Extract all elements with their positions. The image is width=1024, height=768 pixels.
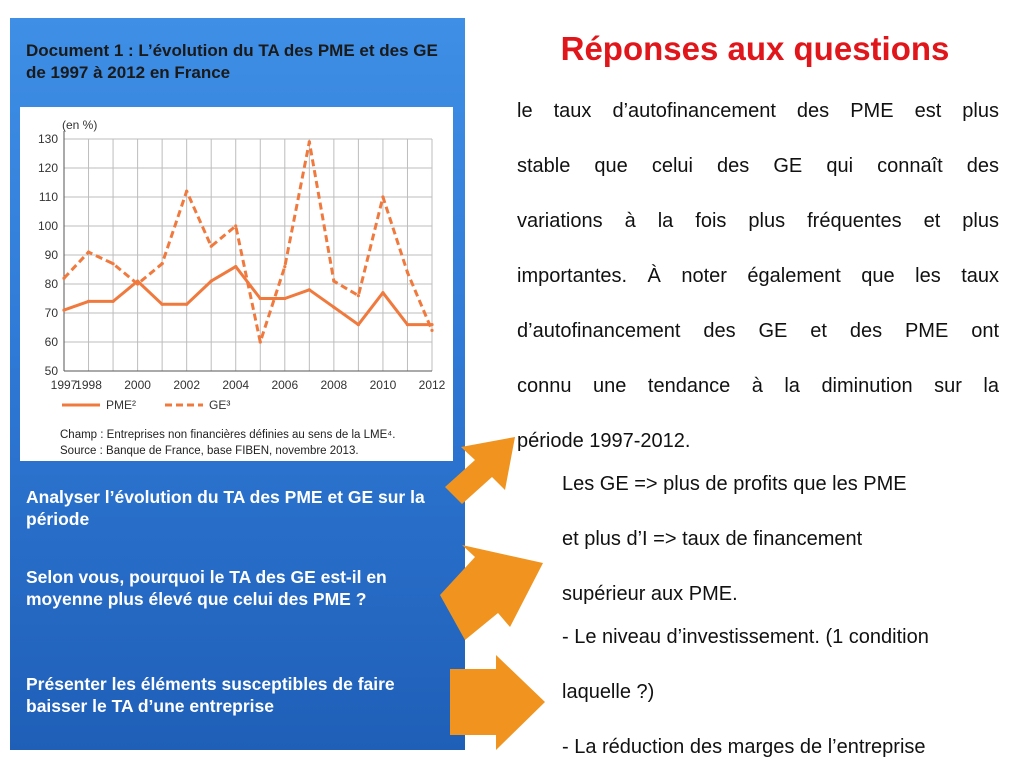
- data-point-ge: [87, 251, 90, 254]
- answer-line: importantes. À noter également que les taux: [517, 265, 999, 287]
- data-point-pme: [381, 291, 384, 294]
- data-point-pme: [332, 306, 335, 309]
- data-point-ge: [308, 140, 311, 143]
- answer-line: période 1997-2012.: [517, 430, 691, 452]
- data-point-ge: [381, 195, 384, 198]
- answer-line: et plus d’I => taux de financement: [562, 528, 863, 550]
- x-tick-label: 2008: [320, 378, 348, 392]
- answer-line: variations à la fois plus fréquentes et plus: [517, 210, 999, 232]
- y-tick-label: 80: [44, 277, 58, 291]
- data-point-ge: [185, 190, 188, 193]
- arrow-icon-question-3: [450, 655, 550, 755]
- data-point-pme: [62, 309, 65, 312]
- data-point-ge: [430, 329, 433, 332]
- answers-title: Réponses aux questions: [560, 30, 950, 67]
- x-tick-label: 2002: [173, 378, 201, 392]
- y-tick-label: 70: [44, 306, 58, 320]
- y-tick-label: 50: [44, 364, 58, 378]
- x-tick-label: 1998: [75, 378, 102, 392]
- data-point-ge: [136, 282, 139, 285]
- answer-line: connu une tendance à la diminution sur la: [517, 375, 999, 397]
- data-point-pme: [210, 280, 213, 283]
- data-point-ge: [406, 271, 409, 274]
- data-point-pme: [406, 323, 409, 326]
- data-point-ge: [234, 224, 237, 227]
- data-point-pme: [283, 297, 286, 300]
- y-tick-label: 120: [37, 161, 58, 175]
- answer-line: stable que celui des GE qui connaît des: [517, 155, 999, 177]
- arrow-icon-question-1: [435, 432, 525, 522]
- series-line-pme: [64, 267, 432, 325]
- chart-source-note: Source : Banque de France, base FIBEN, novembre 2013.: [60, 445, 359, 457]
- answer-line: d’autofinancement des GE et des PME ont: [517, 320, 999, 342]
- question-1: Analyser l’évolution du TA des PME et GE sur la période: [26, 487, 425, 529]
- data-point-ge: [161, 262, 164, 265]
- x-tick-label: 1997: [50, 378, 78, 392]
- legend-label-pme: PME²: [106, 398, 136, 412]
- data-point-ge: [259, 340, 262, 343]
- legend-label-ge: GE³: [209, 398, 231, 412]
- series-line-ge: [64, 142, 432, 342]
- answer-line: - La réduction des marges de l’entreprise: [562, 736, 926, 758]
- answer-line: Les GE => plus de profits que les PME: [562, 473, 907, 495]
- data-point-pme: [308, 288, 311, 291]
- x-tick-label: 2006: [271, 378, 299, 392]
- data-point-ge: [332, 280, 335, 283]
- line-chart: [20, 107, 453, 461]
- answer-line: laquelle ?): [562, 681, 655, 703]
- data-point-ge: [210, 245, 213, 248]
- data-point-ge: [357, 294, 360, 297]
- chart-champ-note: Champ : Entreprises non financières définies au sens de la LME⁴.: [60, 429, 396, 441]
- y-tick-label: 100: [37, 219, 58, 233]
- data-point-ge: [283, 265, 286, 268]
- answer-line: - Le niveau d’investissement. (1 condition: [562, 626, 929, 648]
- data-point-pme: [111, 300, 114, 303]
- data-point-pme: [185, 303, 188, 306]
- x-tick-label: 2004: [222, 378, 250, 392]
- x-tick-label: 2010: [369, 378, 397, 392]
- y-tick-label: 110: [38, 190, 58, 204]
- data-point-ge: [111, 262, 114, 265]
- data-point-pme: [87, 300, 90, 303]
- x-tick-label: 2012: [418, 378, 446, 392]
- data-point-ge: [62, 277, 65, 280]
- question-3: Présenter les éléments susceptibles de faire baisser le TA d’une entreprise: [26, 674, 395, 716]
- x-tick-label: 2000: [124, 378, 151, 392]
- y-tick-label: 90: [44, 248, 58, 262]
- data-point-pme: [259, 297, 262, 300]
- answer-line: le taux d’autofinancement des PME est plus: [517, 100, 999, 122]
- data-point-pme: [357, 323, 360, 326]
- data-point-pme: [161, 303, 164, 306]
- document-title: Document 1 : L’évolution du TA des PME et des GE de 1997 à 2012 en France: [26, 41, 438, 82]
- question-2: Selon vous, pourquoi le TA des GE est-il en moyenne plus élevé que celui des PME ?: [26, 567, 387, 609]
- answer-line: supérieur aux PME.: [562, 583, 738, 605]
- y-tick-label: 60: [44, 335, 58, 349]
- chart-area: [20, 107, 453, 461]
- y-axis-label: (en %): [62, 118, 98, 132]
- arrow-icon-question-2: [440, 545, 550, 640]
- data-point-pme: [234, 265, 237, 268]
- y-tick-label: 130: [37, 132, 58, 146]
